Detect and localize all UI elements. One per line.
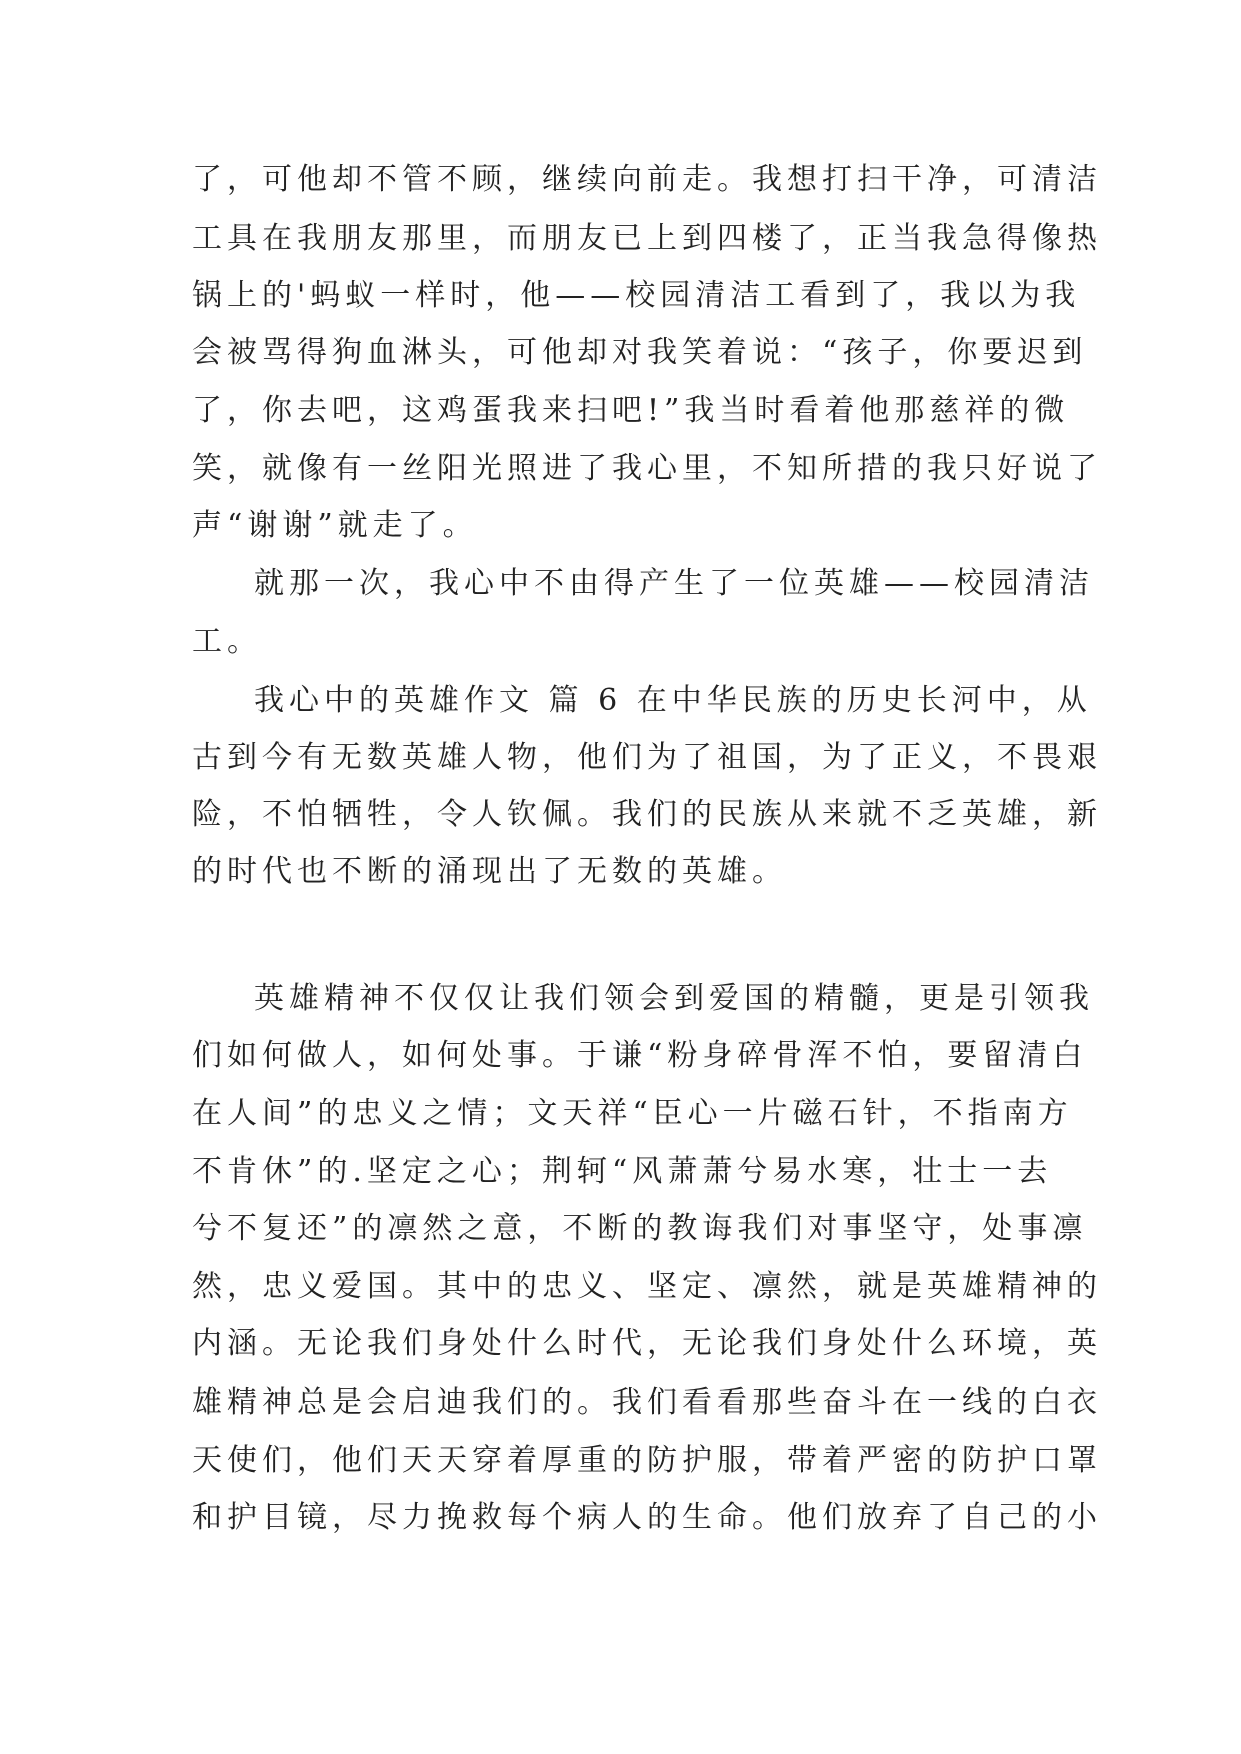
text-line: 了，你去吧，这鸡蛋我来扫吧!”我当时看着他那慈祥的微: [192, 393, 1070, 428]
text-line: 锅上的'蚂蚁一样时，他——校园清洁工看到了，我以为我: [192, 278, 1081, 313]
paragraph-first-line: 英雄精神不仅仅让我们领会到爱国的精髓，更是引领我: [254, 981, 1094, 1016]
text-line: 兮不复还”的凛然之意，不断的教诲我们对事坚守，处事凛: [192, 1211, 1088, 1246]
text-line: 古到今有无数英雄人物，他们为了祖国，为了正义，不畏艰: [192, 740, 1102, 775]
text-line: 们如何做人，如何处事。于谦“粉身碎骨浑不怕，要留清白: [192, 1038, 1088, 1073]
text-line: 在人间”的忠义之情；文天祥“臣心一片磁石针，不指南方: [192, 1096, 1073, 1131]
text-line: 雄精神总是会启迪我们的。我们看看那些奋斗在一线的白衣: [192, 1385, 1102, 1420]
text-line: 的时代也不断的涌现出了无数的英雄。: [192, 854, 787, 889]
text-line: 声“谢谢”就走了。: [192, 508, 478, 543]
text-line: 工具在我朋友那里，而朋友已上到四楼了，正当我急得像热: [192, 221, 1102, 256]
text-line: 了，可他却不管不顾，继续向前走。我想打扫干净，可清洁: [192, 162, 1102, 197]
paragraph-first-line: 就那一次，我心中不由得产生了一位英雄——校园清洁: [254, 566, 1094, 601]
text-line: 天使们，他们天天穿着厚重的防护服，带着严密的防护口罩: [192, 1443, 1102, 1478]
text-line: 然，忠义爱国。其中的忠义、坚定、凛然，就是英雄精神的: [192, 1269, 1102, 1304]
text-line: 笑，就像有一丝阳光照进了我心里，不知所措的我只好说了: [192, 451, 1102, 486]
text-line: 内涵。无论我们身处什么时代，无论我们身处什么环境，英: [192, 1326, 1102, 1361]
essay-heading-line: 我心中的英雄作文 篇 6 在中华民族的历史长河中，从: [254, 683, 1092, 718]
text-line: 不肯休”的.坚定之心；荆轲“风萧萧兮易水寒，壮士一去: [192, 1154, 1053, 1189]
text-line: 险，不怕牺牲，令人钦佩。我们的民族从来就不乏英雄，新: [192, 797, 1102, 832]
text-line: 工。: [192, 624, 262, 659]
text-line: 会被骂得狗血淋头，可他却对我笑着说：“孩子，你要迟到: [192, 335, 1088, 370]
text-line: 和护目镜，尽力挽救每个病人的生命。他们放弃了自己的小: [192, 1500, 1102, 1535]
